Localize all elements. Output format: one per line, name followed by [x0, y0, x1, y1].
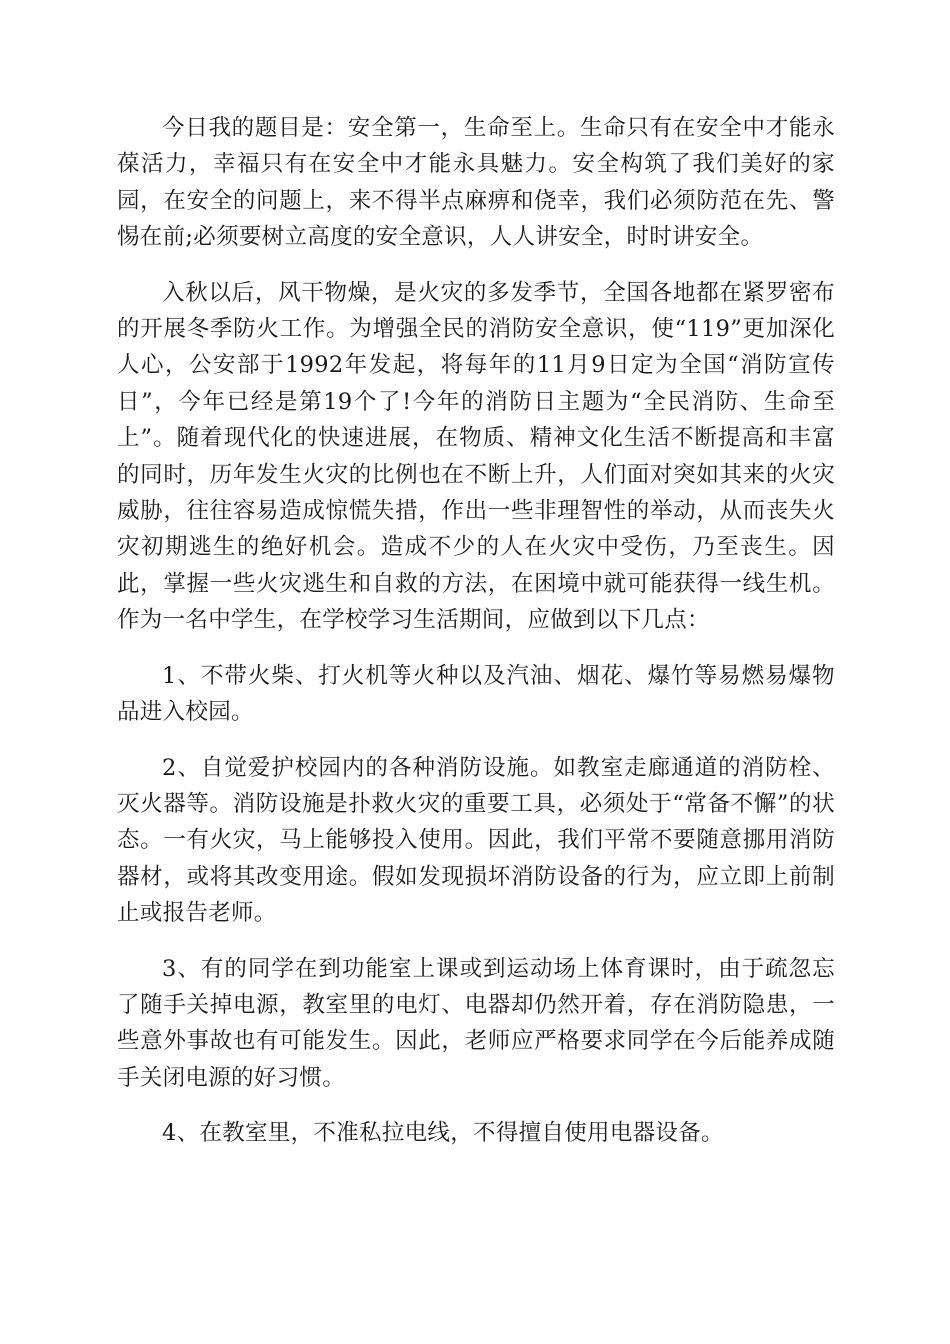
list-item-2: 2、自觉爱护校园内的各种消防设施。如教室走廊通道的消防栓、灭火器等。消防设施是扑救火灾的重要工具，必须处于“常备不懈”的状态。一有火灾，马上能够投入使用。因此，我们平常不要随意挪用消防器材，或将其改变用途。假如发现损坏消防设备的行为，应立即上前制止或报告老师。 — [117, 754, 835, 927]
paragraph-intro: 今日我的题目是：安全第一，生命至上。生命只有在安全中才能永葆活力，幸福只有在安全中才能永具魅力。安全构筑了我们美好的家园，在安全的问题上，来不得半点麻痹和侥幸，我们必须防范在先、警惕在前;必须要树立高度的安全意识，人人讲安全，时时讲安全。 — [117, 115, 835, 251]
list-item-3: 3、有的同学在到功能室上课或到运动场上体育课时，由于疏忽忘了随手关掉电源，教室里的电灯、电器却仍然开着，存在消防隐患，一些意外事故也有可能发生。因此，老师应严格要求同学在今后能养成随手关闭电源的好习惯。 — [117, 955, 835, 1091]
list-item-1: 1、不带火柴、打火机等火种以及汽油、烟花、爆竹等易燃易爆物品进入校园。 — [117, 662, 835, 726]
document-body — [117, 110, 835, 1171]
paragraph-fire-season: 入秋以后，风干物燥，是火灾的多发季节，全国各地都在紧罗密布的开展冬季防火工作。为增强全民的消防安全意识，使“119”更加深化人心，公安部于1992年发起，将每年的11月9日定为全国“消防宣传日”，今年已经是第19个了!今年的消防日主题为“全民消防、生命至上”。随着现代化的快速进展，在物质、精神文化生活不断提高和丰富的同时，历年发生火灾的比例也在不断上升，人们面对突如其来的火灾威胁，往往容易造成惊慌失措，作出一些非理智性的举动，从而丧失火灾初期逃生的绝好机会。造成不少的人在火灾中受伤，乃至丧生。因此，掌握一些火灾逃生和自救的方法，在困境中就可能获得一线生机。作为一名中学生，在学校学习生活期间，应做到以下几点： — [117, 279, 835, 634]
list-item-4: 4、在教室里，不准私拉电线，不得擅自使用电器设备。 — [162, 1120, 724, 1147]
